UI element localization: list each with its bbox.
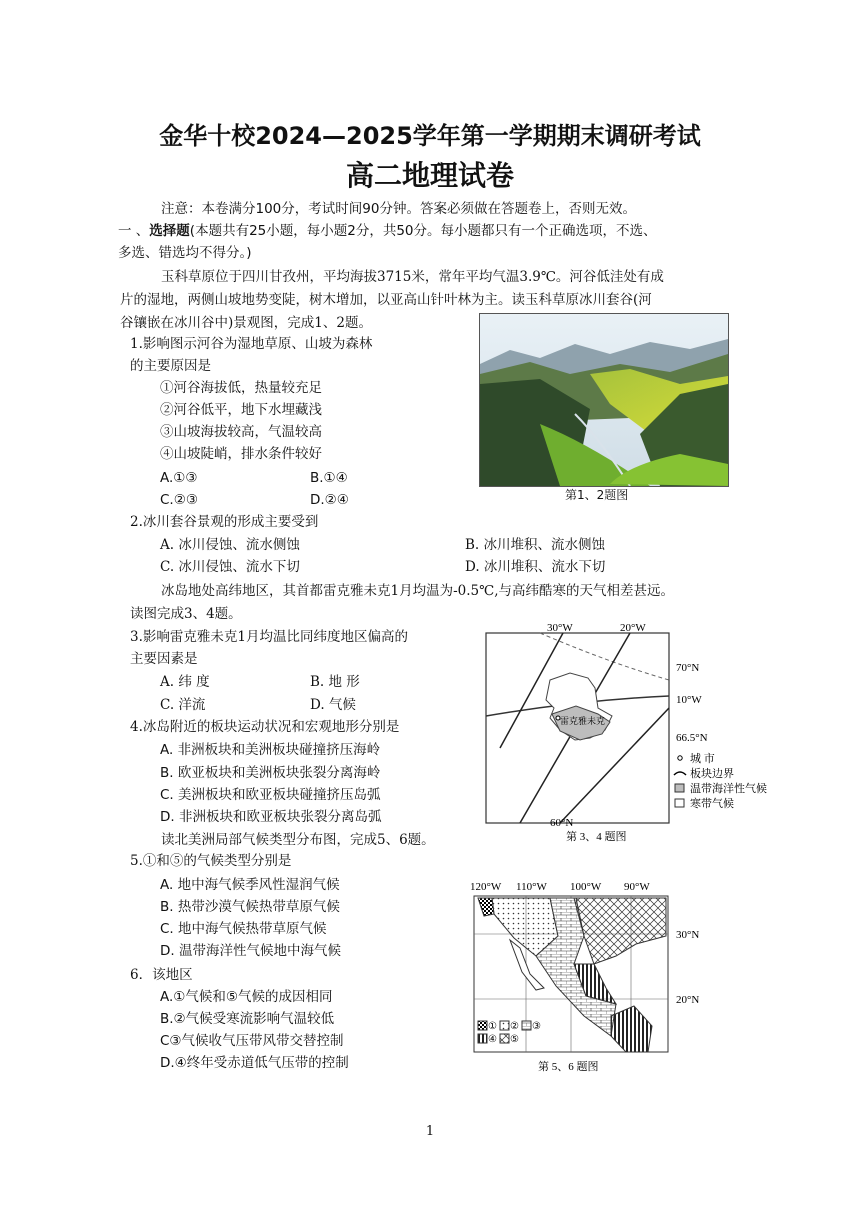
legend-city: 城 市 xyxy=(690,753,715,765)
passage3: 读北美洲局部气候类型分布图，完成5、6题。 xyxy=(161,832,435,848)
q1-stem-2: 的主要原因是 xyxy=(130,358,211,374)
notice: 注意：本卷满分100分，考试时间90分钟。答案必须做在答题卷上，否则无效。 xyxy=(161,201,636,217)
na-lon-110w: 110°W xyxy=(516,881,547,893)
legend-temperate-symbol xyxy=(675,784,684,792)
q1-statement-2: ②河谷低平，地下水埋藏浅 xyxy=(160,402,322,418)
lat-label-66n: 66.5°N xyxy=(676,732,708,744)
q5-option-a: A. 地中海气候季风性湿润气候 xyxy=(160,877,340,893)
q2-stem: 2.冰川套谷景观的形成主要受到 xyxy=(130,514,319,530)
legend-cold: 寒带气候 xyxy=(690,798,734,810)
q1-option-b: B.①④ xyxy=(310,470,348,486)
q5-option-d: D. 温带海洋性气候地中海气候 xyxy=(160,943,341,959)
q6-option-b: B.②气候受寒流影响气温较低 xyxy=(160,1011,335,1027)
section-prefix: 一 、 xyxy=(118,223,150,239)
na-lon-120w: 120°W xyxy=(470,881,502,893)
na-lon-90w: 90°W xyxy=(624,881,650,893)
q1-option-a: A.①③ xyxy=(160,470,198,486)
q1-statement-1: ①河谷海拔低，热量较充足 xyxy=(160,380,322,396)
q4-option-c: C. 美洲板块和欧亚板块碰撞挤压岛弧 xyxy=(160,787,381,803)
q1-option-d: D.②④ xyxy=(310,492,349,508)
q3-stem-1: 3.影响雷克雅未克1月均温比同纬度地区偏高的 xyxy=(130,629,408,645)
landscape-illustration xyxy=(480,314,728,486)
exam-title: 金华十校2024—2025学年第一学期期末调研考试 xyxy=(159,122,701,150)
q3-stem-2: 主要因素是 xyxy=(130,651,198,667)
passage1-line3: 谷镶嵌在冰川谷中)景观图，完成1、2题。 xyxy=(120,315,372,331)
lon-label-10w: 10°W xyxy=(676,694,702,706)
q2-option-a: A. 冰川侵蚀、流水侧蚀 xyxy=(160,537,300,553)
legend-cold-symbol xyxy=(675,799,684,807)
q3-option-b: B. 地 形 xyxy=(310,674,360,690)
na-lat-30n: 30°N xyxy=(676,929,700,941)
legend-boundary-symbol xyxy=(674,772,686,775)
iceland-map xyxy=(480,618,790,846)
q1-option-c: C.②③ xyxy=(160,492,198,508)
svg-text:③: ③ xyxy=(532,1021,541,1032)
svg-text:④: ④ xyxy=(488,1034,497,1045)
lon-label-20w: 20°W xyxy=(620,622,646,634)
svg-text:⑤: ⑤ xyxy=(510,1034,519,1045)
q6-option-a: A.①气候和⑤气候的成因相同 xyxy=(160,989,333,1005)
legend-city-symbol xyxy=(678,756,682,760)
exam-subtitle: 高二地理试卷 xyxy=(345,159,514,192)
q3-option-c: C. 洋流 xyxy=(160,697,206,713)
iceland-map-caption: 第 3、4 题图 xyxy=(566,831,627,843)
svg-text:②: ② xyxy=(510,1021,519,1032)
q2-option-d: D. 冰川堆积、流水下切 xyxy=(465,559,606,575)
q1-statement-3: ③山坡海拔较高，气温较高 xyxy=(160,424,322,440)
section-heading xyxy=(118,222,657,240)
q4-stem: 4.冰岛附近的板块运动状况和宏观地形分别是 xyxy=(130,719,400,735)
city-label: 雷克雅未克 xyxy=(560,716,606,726)
lat-label-70n: 70°N xyxy=(676,662,700,674)
passage2-line1: 冰岛地处高纬地区，其首都雷克雅未克1月均温为-0.5℃,与高纬酷寒的天气相差甚远。 xyxy=(161,583,675,599)
passage1-line2: 片的湿地，两侧山坡地势变陡，树木增加，以亚高山针叶林为主。读玉科草原冰川套谷(河 xyxy=(120,292,652,308)
page-number: 1 xyxy=(425,1124,435,1139)
legend-boundary: 板块边界 xyxy=(690,768,734,780)
q2-option-c: C. 冰川侵蚀、流水下切 xyxy=(160,559,300,575)
q3-option-a: A. 纬 度 xyxy=(160,674,210,690)
q6-stem: 6．该地区 xyxy=(130,967,193,983)
lat-label-60n: 60°N xyxy=(550,817,574,829)
na-lon-100w: 100°W xyxy=(570,881,602,893)
legend-temperate: 温带海洋性气候 xyxy=(690,783,767,795)
q3-option-d: D. 气候 xyxy=(310,697,356,713)
q5-option-c: C. 地中海气候热带草原气候 xyxy=(160,921,327,937)
passage2-line2: 读图完成3、4题。 xyxy=(130,606,242,622)
q1-statement-4: ④山坡陡峭，排水条件较好 xyxy=(160,446,322,462)
section-instructions: (本题共有25小题，每小题2分，共50分。每小题都只有一个正确选项，不选、 xyxy=(189,223,657,239)
q4-option-b: B. 欧亚板块和美洲板块张裂分离海岭 xyxy=(160,765,381,781)
q1-stem-1: 1.影响图示河谷为湿地草原、山坡为森林 xyxy=(130,336,373,352)
q5-option-b: B. 热带沙漠气候热带草原气候 xyxy=(160,899,340,915)
q6-option-d: D.④终年受赤道低气压带的控制 xyxy=(160,1055,349,1071)
na-lat-20n: 20°N xyxy=(676,994,700,1006)
q5-stem: 5.①和⑤的气候类型分别是 xyxy=(130,853,292,869)
passage1-line1: 玉科草原位于四川甘孜州，平均海拔3715米，常年平均气温3.9℃。河谷低洼处有成 xyxy=(161,269,664,285)
q4-option-a: A. 非洲板块和美洲板块碰撞挤压海岭 xyxy=(160,742,381,758)
section-label: 选择题 xyxy=(149,223,190,239)
north-america-climate-map xyxy=(466,876,716,1076)
svg-text:①: ① xyxy=(488,1021,497,1032)
na-map-caption: 第 5、6 题图 xyxy=(538,1061,599,1073)
q6-option-c: C③气候收气压带风带交替控制 xyxy=(160,1033,344,1049)
q2-option-b: B. 冰川堆积、流水侧蚀 xyxy=(465,537,606,553)
photo-caption: 第1、2题图 xyxy=(565,488,629,502)
section-instructions-2: 多选、错选均不得分。) xyxy=(118,245,252,261)
q4-option-d: D. 非洲板块和欧亚板块张裂分离岛弧 xyxy=(160,809,382,825)
glacier-valley-photo xyxy=(479,313,729,487)
lon-label-30w: 30°W xyxy=(547,622,573,634)
